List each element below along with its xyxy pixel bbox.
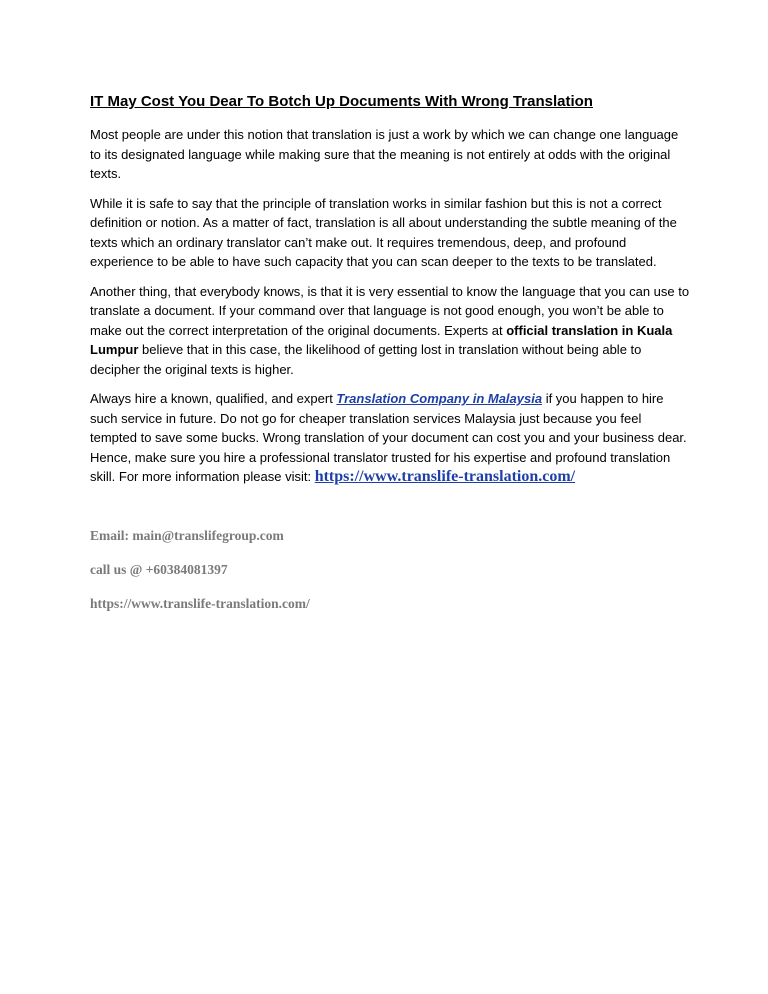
- document-title: IT May Cost You Dear To Botch Up Documents With Wrong Translation: [90, 93, 593, 110]
- contact-email: Email: main@translifegroup.com: [90, 527, 284, 543]
- website-link[interactable]: https://www.translife-translation.com/: [314, 468, 576, 485]
- paragraph-4-text-after: if you happen to hire such service in future. Do not go for cheaper translation services Malaysia just because you feel tempted to save some bucks. Wrong translation of your document can cost you and your business dear. Hence, make sure you hire a professional translator trusted for his expertise and profound translation skill. For more information please visit:: [90, 391, 687, 484]
- contact-website: https://www.translife-translation.com/: [90, 595, 310, 611]
- document-body: [90, 92, 690, 613]
- paragraph-4: [90, 389, 690, 487]
- paragraph-2: While it is safe to say that the principle of translation works in similar fashion but this is not a correct definition or notion. As a matter of fact, translation is all about understanding the subtle meaning of the texts which an ordinary translator can’t make out. It requires tremendous, deep, and profound experience to be able to have such capacity that you can scan deeper to the texts to be translated.: [90, 195, 677, 269]
- translation-company-link[interactable]: Translation Company in Malaysia: [336, 391, 543, 406]
- contact-phone: call us @ +60384081397: [90, 561, 228, 577]
- paragraph-1: Most people are under this notion that translation is just a work by which we can change one language to its designated language while making sure that the meaning is not entirely at odds with the original texts.: [90, 127, 679, 181]
- paragraph-3: [90, 282, 690, 380]
- paragraph-3-text-after: believe that in this case, the likelihood of getting lost in translation without being able to decipher the original texts is higher.: [90, 342, 642, 377]
- official-translation-bold-text: official translation in Kuala Lumpur: [90, 322, 673, 357]
- paragraph-3-text-before: Another thing, that everybody knows, is that it is very essential to know the language that you can use to translate a document. If your command over that language is not good enough, you won’t be able to make out the correct interpretation of the original documents. Experts at: [90, 283, 690, 338]
- paragraph-4-text-before: Always hire a known, qualified, and expert: [90, 391, 337, 406]
